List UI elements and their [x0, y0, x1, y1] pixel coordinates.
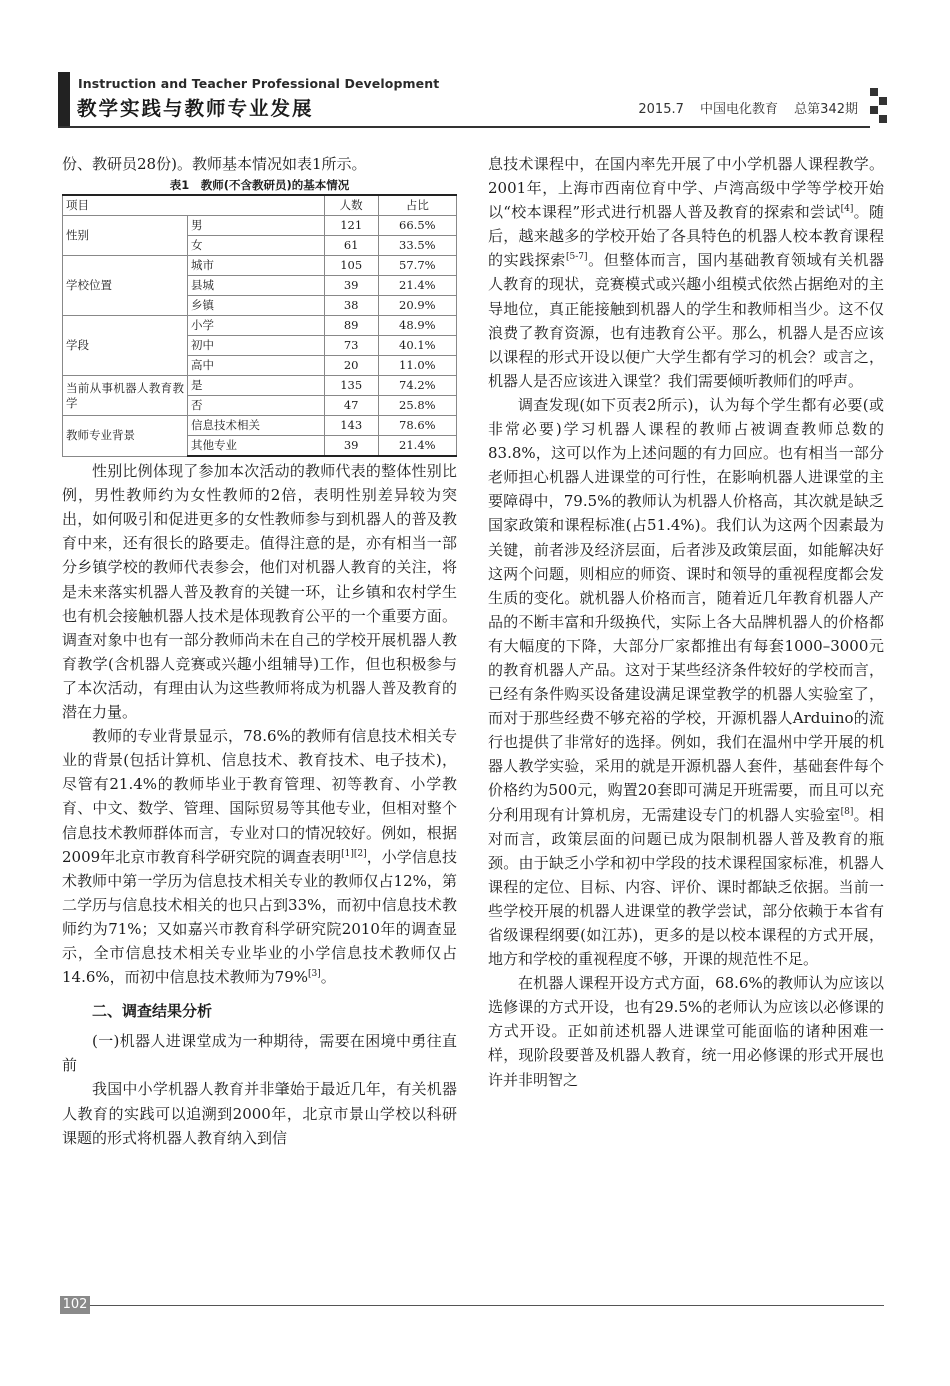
table-cell-category: 女 — [188, 236, 325, 256]
citation-3: [3] — [308, 969, 321, 980]
right-column — [488, 152, 884, 1092]
table-cell-percent: 57.7% — [378, 256, 456, 276]
header-journal-info — [626, 98, 858, 117]
left-intro-text: 份、教研员28份)。教师基本情况如表1所示。 — [62, 155, 367, 173]
table1 — [62, 176, 457, 457]
table-cell-percent: 33.5% — [378, 236, 456, 256]
table-cell-percent: 25.8% — [378, 396, 456, 416]
table-cell-percent: 20.9% — [378, 296, 456, 316]
table-cell-category: 初中 — [188, 336, 325, 356]
table-cell-count: 20 — [324, 356, 378, 376]
table-cell-count: 121 — [324, 216, 378, 236]
table-group-label: 教师专业背景 — [63, 416, 188, 457]
table-row — [63, 376, 457, 396]
table-cell-percent: 21.4% — [378, 436, 456, 457]
page-number: 102 — [60, 1296, 90, 1314]
right-paragraph-1-text-c: 。但整体而言，国内基础教育领域有关机器人教育的现状，竞赛模式或兴趣小组模式依然占据绝对的主导地位，真正能接触到机器人的学生和教师相当少。这不仅浪费了教育资源，也有违教育公平。那么，机器人是否应该以课程的形式开设以便广大学生都有学习的机会？或言之，机器人是否应该进入课堂？我们需要倾听教师们的呼声。 — [488, 251, 884, 390]
header-issue: 总第342期 — [794, 102, 858, 117]
table-cell-count: 38 — [324, 296, 378, 316]
table-cell-percent: 74.2% — [378, 376, 456, 396]
table-cell-count: 39 — [324, 276, 378, 296]
header-date: 2015.7 — [638, 102, 684, 117]
table-cell-category: 小学 — [188, 316, 325, 336]
header-decoration-icon — [870, 88, 888, 124]
table-group-label: 性别 — [63, 216, 188, 256]
header-journal-name: 中国电化教育 — [700, 102, 779, 117]
header-chinese-title: 教学实践与教师专业发展 — [77, 97, 314, 120]
table-cell-count: 89 — [324, 316, 378, 336]
table1-caption: 表1 教师(不含教研员)的基本情况 — [169, 178, 350, 193]
citation-1-2: [1][2] — [341, 848, 367, 859]
left-column — [62, 152, 457, 1150]
table1-header-item: 项目 — [63, 195, 325, 216]
footer-rule — [62, 1305, 884, 1306]
table-cell-category: 信息技术相关 — [188, 416, 325, 436]
left-paragraph-3: 我国中小学机器人教育并非肇始于最近几年，有关机器人教育的实践可以追溯到2000年，北京市景山学校以科研课题的形式将机器人教育纳入到信 — [62, 1080, 457, 1147]
table1-header-percent: 占比 — [378, 195, 456, 216]
right-paragraph-1-text-b: 。随后，越来越多的学校开始了各具特色的机器人校本教育课程的实践探索 — [488, 203, 884, 270]
table-group-label: 学校位置 — [63, 256, 188, 316]
table-cell-percent: 21.4% — [378, 276, 456, 296]
table-row — [63, 416, 457, 436]
header-rule — [58, 126, 870, 128]
right-paragraph-1-text-a: 息技术课程中，在国内率先开展了中小学机器人课程教学。2001年，上海市西南位育中学、卢湾高级中学等学校开始以“校本课程”形式进行机器人普及教育的探索和尝试 — [488, 155, 884, 222]
table-cell-count: 47 — [324, 396, 378, 416]
table-cell-percent: 40.1% — [378, 336, 456, 356]
citation-4: [4] — [840, 204, 854, 215]
section-heading-2: 二、调查结果分析 — [92, 1002, 213, 1021]
header-english-title: Instruction and Teacher Professional Development — [78, 76, 440, 91]
table-cell-count: 73 — [324, 336, 378, 356]
table-cell-percent: 11.0% — [378, 356, 456, 376]
table-cell-category: 高中 — [188, 356, 325, 376]
table-group-label: 学段 — [63, 316, 188, 376]
table-cell-percent: 48.9% — [378, 316, 456, 336]
right-paragraph-2 — [488, 393, 884, 971]
right-paragraph-3: 在机器人课程开设方式方面，68.6%的教师认为应该以选修课的方式开设，也有29.5%的老师认为应该以必修课的方式开设。正如前述机器人进课堂可能面临的诸种困难一样，现阶段要普及机器人教育，统一用必修课的形式开展也许并非明智之 — [488, 974, 884, 1089]
table-row — [63, 316, 457, 336]
table1-grid — [62, 194, 457, 457]
left-paragraph-2-text-a: 教师的专业背景显示，78.6%的教师有信息技术相关专业的背景(包括计算机、信息技术、教育技术、电子技术)，尽管有21.4%的教师毕业于教育管理、初等教育、小学教育、中文、数学、管理、国际贸易等其他专业，但相对整个信息技术教师群体而言，专业对口的情况较好。例如，根据2009年北京市教育科学研究院的调查表明 — [62, 727, 457, 866]
table1-body — [63, 216, 457, 457]
table-cell-count: 105 — [324, 256, 378, 276]
table-cell-count: 39 — [324, 436, 378, 457]
citation-8: [8] — [840, 806, 854, 817]
table-cell-count: 135 — [324, 376, 378, 396]
table-cell-percent: 78.6% — [378, 416, 456, 436]
citation-5-7: [5-7] — [566, 252, 588, 263]
table-cell-category: 男 — [188, 216, 325, 236]
table-cell-category: 是 — [188, 376, 325, 396]
table-cell-percent: 66.5% — [378, 216, 456, 236]
table-cell-count: 61 — [324, 236, 378, 256]
table-cell-count: 143 — [324, 416, 378, 436]
table1-header-count: 人数 — [324, 195, 378, 216]
left-paragraph-2-text-c: 。 — [320, 968, 336, 987]
left-paragraph-2-text-b: ，小学信息技术教师中第一学历为信息技术相关专业的教师仅占12%，第二学历与信息技术相关的也只占到33%，而初中信息技术教师约为71%；又如嘉兴市教育科学研究院2010年的调查显示，全市信息技术相关专业毕业的小学信息技术教师仅占14.6%，而初中信息技术教师为79% — [62, 847, 457, 987]
table-cell-category: 城市 — [188, 256, 325, 276]
table-cell-category: 其他专业 — [188, 436, 325, 457]
table1-header-row — [63, 195, 457, 216]
header-accent-bar — [58, 72, 70, 126]
right-paragraph-2-text-a: 调查发现(如下页表2所示)，认为每个学生都有必要(或非常必要)学习机器人课程的教师占被调查教师总数的83.8%，这可以作为上述问题的有力回应。也有相当一部分老师担心机器人进课堂的可行性，在影响机器人进课堂的主要障碍中，79.5%的教师认为机器人价格高，其次就是缺乏国家政策和课程标准(占51.4%)。我们认为这两个因素最为关键，前者涉及经济层面，后者涉及政策层面，如能解决好这两个问题，则相应的师资、课时和领导的重视程度都会发生质的变化。就机器人价格而言，随着近几年教育机器人产品的不断丰富和升级换代，实际上各大品牌机器人的价格都有大幅度的下降，大部分厂家都推出有每套1000–3000元的教育机器人产品。这对于某些经济条件较好的学校而言，已经有条件购买设备建设满足课堂教学的机器人实验室了，而对于那些经费不够充裕的学校，开源机器人Arduino的流行也提供了非常好的选择。例如，我们在温州中学开展的机器人教学实验，采用的就是开源机器人套件，基础套件每个价格约为500元，购置20套即可满足开班需要，而且可以充分利用现有计算机房，无需建设专门的机器人实验室 — [488, 395, 884, 824]
table-row — [63, 216, 457, 236]
table-cell-category: 乡镇 — [188, 296, 325, 316]
table-group-label: 当前从事机器人教育教学 — [63, 376, 188, 416]
table-cell-category: 否 — [188, 396, 325, 416]
subsection-heading-1: (一)机器人进课堂成为一种期待，需要在困境中勇往直前 — [62, 1032, 457, 1075]
right-paragraph-1 — [488, 152, 884, 393]
table-cell-category: 县城 — [188, 276, 325, 296]
left-paragraph-2 — [62, 724, 457, 989]
right-paragraph-2-text-b: 。相对而言，政策层面的问题已成为限制机器人普及教育的瓶颈。由于缺乏小学和初中学段的技术课程国家标准，机器人课程的定位、目标、内容、评价、课时都缺乏依据。当前一些学校开展的机器人进课堂的教学尝试，部分依赖于本省有省级课程纲要(如江苏)，更多的是以校本课程的方式开展，地方和学校的重视程度不够，开课的规范性不足。 — [488, 805, 884, 969]
left-paragraph-1: 性别比例体现了参加本次活动的教师代表的整体性别比例，男性教师约为女性教师的2倍，表明性别差异较为突出，如何吸引和促进更多的女性教师参与到机器人的普及教育中来，还有很长的路要走。值得注意的是，亦有相当一部分乡镇学校的教师代表参会，他们对机器人教育的关注，将是未来落实机器人普及教育的关键一环，让乡镇和农村学生也有机会接触机器人技术是体现教育公平的一个重要方面。调查对象中也有一部分教师尚未在自己的学校开展机器人教育教学(含机器人竞赛或兴趣小组辅导)工作，但也积极参与了本次活动，有理由认为这些教师将成为机器人普及教育的潜在力量。 — [62, 462, 457, 722]
table-row — [63, 256, 457, 276]
